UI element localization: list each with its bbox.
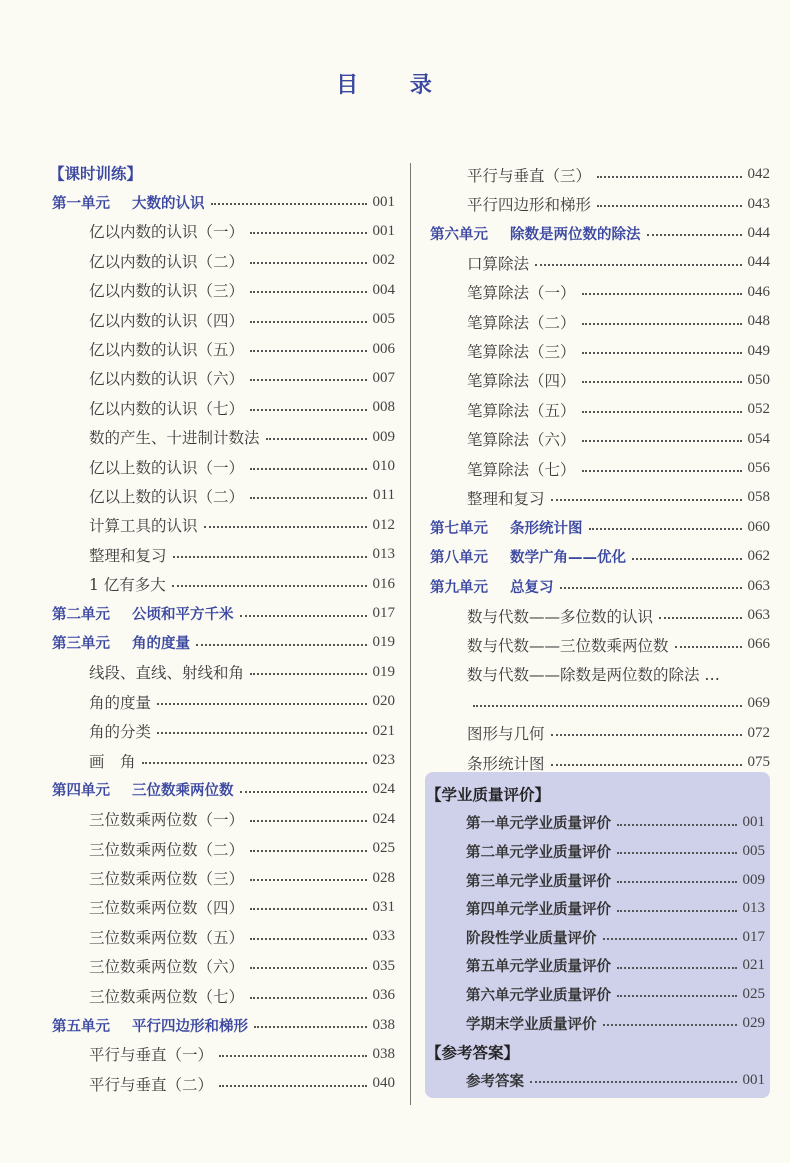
toc-entry-title: 【学业质量评价】 <box>426 786 551 805</box>
toc-entry[interactable] <box>52 805 395 834</box>
dot-leader <box>250 232 366 234</box>
toc-entry-title: 三位数乘两位数（四） <box>89 899 245 918</box>
toc-entry-title: 参考答案 <box>466 1073 524 1090</box>
toc-entry[interactable] <box>425 837 765 866</box>
dot-leader <box>250 262 366 264</box>
toc-entry[interactable] <box>425 923 765 952</box>
page-number: 016 <box>372 575 395 592</box>
toc-section-heading <box>425 1037 765 1066</box>
page-title: 目 录 <box>336 73 454 98</box>
page-number: 033 <box>372 928 395 945</box>
dot-leader <box>617 910 737 912</box>
toc-section-heading <box>425 780 765 809</box>
toc-entry[interactable] <box>430 689 770 718</box>
toc-entry-title <box>430 223 641 244</box>
toc-entry-title: 数与代数——三位数乘两位数 <box>467 636 669 655</box>
dot-leader <box>582 411 742 413</box>
dot-leader <box>582 470 742 472</box>
dot-leader <box>473 705 742 707</box>
toc-entry-title: 第四单元学业质量评价 <box>466 902 611 919</box>
dot-leader <box>675 646 742 648</box>
toc-entry-title: 亿以内数的认识（一） <box>89 223 245 242</box>
page-number: 058 <box>747 489 770 506</box>
toc-entry[interactable] <box>425 980 765 1009</box>
unit-title: 除数是两位数的除法 <box>510 226 641 243</box>
page-number: 044 <box>747 254 770 271</box>
page-number: 010 <box>372 458 395 475</box>
toc-entry[interactable] <box>430 366 770 395</box>
toc-unit-entry[interactable] <box>430 219 770 248</box>
toc-entry[interactable] <box>52 834 395 863</box>
toc-entry-title: 三位数乘两位数（三） <box>89 870 245 889</box>
unit-title: 大数的认识 <box>132 195 205 212</box>
toc-section-heading <box>49 158 395 187</box>
toc-entry-title: 整理和复习 <box>467 489 545 508</box>
dot-leader <box>603 1024 737 1026</box>
page-number: 063 <box>747 607 770 624</box>
page-number: 025 <box>742 985 765 1002</box>
toc-entry[interactable] <box>52 511 395 540</box>
dot-leader <box>582 293 742 295</box>
toc-entry[interactable] <box>425 809 765 838</box>
dot-leader <box>211 203 367 205</box>
toc-entry[interactable] <box>52 305 395 334</box>
toc-entry[interactable] <box>52 217 395 246</box>
toc-entry-title: 1 亿有多大 <box>89 576 166 595</box>
unit-title: 总复习 <box>510 579 554 596</box>
page-number: 029 <box>742 1014 765 1031</box>
page-number: 017 <box>742 928 765 945</box>
unit-number: 第七单元 <box>430 520 488 537</box>
toc-entry-title: 笔算除法（三） <box>467 343 576 362</box>
page-number: 066 <box>747 636 770 653</box>
toc-entry-title: 笔算除法（一） <box>467 284 576 303</box>
page-number: 021 <box>372 722 395 739</box>
toc-entry[interactable] <box>430 248 770 277</box>
dot-leader <box>240 615 367 617</box>
dot-leader <box>617 824 737 826</box>
toc-entry-title: 三位数乘两位数（七） <box>89 987 245 1006</box>
toc-entry[interactable] <box>430 160 770 189</box>
page-number: 062 <box>747 548 770 565</box>
toc-entry-title: 【参考答案】 <box>426 1043 520 1062</box>
toc-entry[interactable] <box>52 423 395 452</box>
toc-entry[interactable] <box>52 658 395 687</box>
toc-unit-entry[interactable] <box>52 187 395 216</box>
toc-entry[interactable] <box>52 393 395 422</box>
dot-leader <box>250 850 366 852</box>
dot-leader <box>582 352 742 354</box>
toc-entry-title: 三位数乘两位数（一） <box>89 811 245 830</box>
dot-leader <box>632 558 742 560</box>
page-number: 023 <box>372 752 395 768</box>
page-number: 002 <box>372 252 395 269</box>
page-number: 063 <box>747 577 770 594</box>
toc-entry-title: 笔算除法（五） <box>467 401 576 420</box>
dot-leader <box>157 703 366 705</box>
dot-leader <box>196 644 367 646</box>
dot-leader <box>582 381 742 383</box>
toc-entry[interactable] <box>52 922 395 951</box>
toc-entry-title: 第二单元学业质量评价 <box>466 844 611 861</box>
assessment-panel <box>425 772 770 1098</box>
toc-entry-title: 数与代数——多位数的认识 <box>467 607 654 626</box>
toc-entry[interactable] <box>430 660 770 689</box>
dot-leader <box>219 1055 366 1057</box>
page-number: 013 <box>372 546 395 563</box>
page-number: 031 <box>372 898 395 915</box>
page-number: 072 <box>747 724 770 741</box>
toc-entry-title: 线段、直线、射线和角 <box>89 664 245 683</box>
page-number: 005 <box>742 842 765 859</box>
toc-entry-title: 亿以内数的认识（六） <box>89 370 245 389</box>
dot-leader <box>250 379 366 381</box>
toc-entry[interactable] <box>52 246 395 275</box>
dot-leader <box>582 440 742 442</box>
dot-leader <box>250 497 367 499</box>
toc-entry-title: 整理和复习 <box>89 546 167 565</box>
dot-leader <box>172 585 367 587</box>
page-number: 009 <box>372 428 395 445</box>
toc-entry-title: 第五单元学业质量评价 <box>466 959 611 976</box>
page-number: 054 <box>747 430 770 447</box>
toc-entry-title: 角的分类 <box>89 723 152 742</box>
toc-entry[interactable] <box>52 276 395 305</box>
page-number: 001 <box>372 222 395 239</box>
dot-leader <box>560 587 742 589</box>
unit-number: 第二单元 <box>52 607 110 624</box>
page-number: 020 <box>372 693 395 710</box>
toc-entry[interactable] <box>425 894 765 923</box>
toc-entry[interactable] <box>52 863 395 892</box>
page-number: 001 <box>372 193 395 210</box>
toc-entry[interactable] <box>425 866 765 895</box>
page-number: 013 <box>742 900 765 917</box>
page-number: 036 <box>372 987 395 1004</box>
dot-leader <box>142 762 367 764</box>
dot-leader <box>204 526 367 528</box>
unit-number: 第六单元 <box>430 226 488 243</box>
dot-leader <box>535 264 741 266</box>
toc-entry-title: 亿以内数的认识（三） <box>89 282 245 301</box>
toc-entry-title: 亿以上数的认识（二） <box>89 487 245 506</box>
assessment-list <box>425 780 765 1095</box>
toc-entry-title <box>52 603 234 624</box>
toc-entry[interactable] <box>430 630 770 659</box>
toc-entry[interactable] <box>430 454 770 483</box>
dot-leader <box>617 967 737 969</box>
dot-leader <box>250 967 366 969</box>
toc-entry[interactable] <box>52 1069 395 1098</box>
dot-leader <box>250 291 366 293</box>
toc-entry-title <box>430 546 626 567</box>
dot-leader <box>597 176 741 178</box>
toc-entry-title: 角的度量 <box>89 693 152 712</box>
dot-leader <box>250 908 366 910</box>
toc-entry[interactable] <box>430 425 770 454</box>
unit-number: 第四单元 <box>52 783 110 800</box>
page-number: 025 <box>372 840 395 857</box>
unit-number: 第五单元 <box>52 1018 110 1035</box>
dot-leader <box>250 350 366 352</box>
toc-entry[interactable] <box>52 952 395 981</box>
toc-entry[interactable] <box>430 601 770 630</box>
unit-number: 第九单元 <box>430 579 488 596</box>
dot-leader <box>659 617 741 619</box>
toc-entry[interactable] <box>430 278 770 307</box>
toc-entry-title: 笔算除法（六） <box>467 431 576 450</box>
toc-entry[interactable] <box>52 746 395 775</box>
toc-entry-title <box>52 779 234 800</box>
toc-entry-title: 图形与几何 <box>467 725 545 744</box>
toc-unit-entry[interactable] <box>52 775 395 804</box>
page-number: 009 <box>742 871 765 888</box>
toc-unit-entry[interactable] <box>52 628 395 657</box>
unit-title: 三位数乘两位数 <box>132 783 234 800</box>
page-number: 042 <box>747 166 770 183</box>
toc-entry[interactable] <box>52 569 395 598</box>
toc-entry-title: 平行与垂直（二） <box>89 1075 214 1094</box>
page-number: 038 <box>372 1016 395 1033</box>
dot-leader <box>250 321 366 323</box>
page-number: 044 <box>747 224 770 241</box>
page-number: 052 <box>747 401 770 418</box>
dot-leader <box>617 852 737 854</box>
dot-leader <box>582 323 742 325</box>
toc-entry[interactable] <box>52 364 395 393</box>
toc-entry[interactable] <box>52 452 395 481</box>
toc-entry-title: 亿以内数的认识（七） <box>89 399 245 418</box>
toc-entry[interactable] <box>430 483 770 512</box>
page-number: 001 <box>742 1071 765 1088</box>
dot-leader <box>173 556 367 558</box>
toc-entry[interactable] <box>430 336 770 365</box>
toc-unit-entry[interactable] <box>430 571 770 600</box>
toc-entry-title: 画 角 <box>89 752 136 771</box>
toc-entry[interactable] <box>430 718 770 747</box>
unit-number: 第八单元 <box>430 550 488 567</box>
dot-leader <box>597 205 741 207</box>
toc-entry-title: 亿以内数的认识（四） <box>89 311 245 330</box>
dot-leader <box>250 409 366 411</box>
dot-leader <box>551 764 742 766</box>
page-number: 012 <box>372 516 395 533</box>
page-number: 046 <box>747 283 770 300</box>
page-number: 001 <box>742 814 765 831</box>
toc-entry[interactable] <box>52 1040 395 1069</box>
toc-entry[interactable] <box>52 687 395 716</box>
toc-entry-title: 笔算除法（四） <box>467 372 576 391</box>
toc-entry-title <box>52 1015 248 1036</box>
toc-unit-entry[interactable] <box>430 513 770 542</box>
page-number: 024 <box>372 810 395 827</box>
toc-entry[interactable] <box>425 1009 765 1038</box>
toc-entry-title <box>430 517 583 538</box>
column-divider <box>410 163 411 1105</box>
toc-entry[interactable] <box>430 395 770 424</box>
dot-leader <box>250 820 366 822</box>
page-number: 038 <box>372 1045 395 1062</box>
page-number: 048 <box>747 313 770 330</box>
page-number: 017 <box>372 605 395 622</box>
toc-entry-title <box>430 576 554 597</box>
unit-title: 数学广角——优化 <box>510 550 626 567</box>
dot-leader <box>219 1085 366 1087</box>
toc-unit-entry[interactable] <box>52 1010 395 1039</box>
toc-entry-title: 口算除法 <box>467 254 530 273</box>
dot-leader <box>254 1026 367 1028</box>
toc-entry-title: 第三单元学业质量评价 <box>466 873 611 890</box>
page-number: 024 <box>372 781 395 798</box>
unit-title: 角的度量 <box>132 636 190 653</box>
dot-leader <box>617 881 737 883</box>
toc-entry[interactable] <box>52 893 395 922</box>
page-number: 040 <box>372 1075 395 1092</box>
toc-entry-title: 三位数乘两位数（五） <box>89 928 245 947</box>
toc-entry[interactable] <box>52 716 395 745</box>
dot-leader <box>240 791 367 793</box>
toc-entry-title: 三位数乘两位数（二） <box>89 840 245 859</box>
dot-leader <box>157 732 366 734</box>
unit-number: 第三单元 <box>52 636 110 653</box>
dot-leader <box>551 499 742 501</box>
toc-entry[interactable] <box>52 981 395 1010</box>
page-number: 050 <box>747 371 770 388</box>
toc-entry-title: 数与代数——除数是两位数的除法 … <box>467 666 720 685</box>
toc-entry-title: 亿以内数的认识（五） <box>89 341 245 360</box>
toc-entry-title: 计算工具的认识 <box>89 517 198 536</box>
toc-entry-title: 平行与垂直（三） <box>467 166 592 185</box>
page-number: 019 <box>372 634 395 651</box>
toc-entry-title: 三位数乘两位数（六） <box>89 958 245 977</box>
toc-entry-title: 笔算除法（二） <box>467 313 576 332</box>
dot-leader <box>617 995 737 997</box>
page-number: 028 <box>372 869 395 886</box>
toc-entry[interactable] <box>52 481 395 510</box>
toc-left-column <box>49 158 395 1099</box>
page-number: 005 <box>372 311 395 328</box>
toc-entry-title: 数的产生、十进制计数法 <box>89 429 260 448</box>
page-number: 043 <box>747 195 770 212</box>
toc-entry[interactable] <box>52 334 395 363</box>
toc-entry-title: 平行与垂直（一） <box>89 1046 214 1065</box>
toc-entry[interactable] <box>425 952 765 981</box>
toc-entry-title: 第六单元学业质量评价 <box>466 987 611 1004</box>
toc-entry-title: 【课时训练】 <box>49 164 143 183</box>
unit-title: 平行四边形和梯形 <box>132 1018 248 1035</box>
dot-leader <box>589 528 742 530</box>
page-number: 060 <box>747 518 770 535</box>
dot-leader <box>551 734 742 736</box>
toc-entry-title: 学期末学业质量评价 <box>466 1016 597 1033</box>
page-number: 049 <box>747 342 770 359</box>
page-number: 021 <box>742 957 765 974</box>
dot-leader <box>250 468 366 470</box>
page-number: 007 <box>372 369 395 386</box>
toc-unit-entry[interactable] <box>430 542 770 571</box>
dot-leader <box>266 438 367 440</box>
page-number: 006 <box>372 340 395 357</box>
unit-title: 公顷和平方千米 <box>132 607 234 624</box>
dot-leader <box>250 938 366 940</box>
unit-title: 条形统计图 <box>510 520 583 537</box>
page-number: 069 <box>747 695 770 712</box>
toc-right-column <box>430 160 770 777</box>
toc-entry-title: 阶段性学业质量评价 <box>466 930 597 947</box>
toc-unit-entry[interactable] <box>52 599 395 628</box>
toc-entry[interactable] <box>52 540 395 569</box>
page-number: 004 <box>372 281 395 298</box>
page-number: 035 <box>372 957 395 974</box>
toc-entry-title: 亿以上数的认识（一） <box>89 458 245 477</box>
page-number: 075 <box>747 754 770 770</box>
toc-entry[interactable] <box>430 189 770 218</box>
toc-entry-title: 平行四边形和梯形 <box>467 196 592 215</box>
page-number: 008 <box>372 399 395 416</box>
dot-leader <box>530 1081 737 1083</box>
toc-entry-title: 条形统计图 <box>467 754 545 773</box>
toc-entry[interactable] <box>425 1066 765 1095</box>
page-number: 011 <box>373 487 395 504</box>
dot-leader <box>250 997 366 999</box>
dot-leader <box>250 673 366 675</box>
toc-entry[interactable] <box>430 307 770 336</box>
dot-leader <box>603 938 737 940</box>
dot-leader <box>647 234 742 236</box>
toc-entry-title <box>52 192 205 213</box>
toc-entry-title <box>52 632 190 653</box>
page-number: 056 <box>747 460 770 477</box>
page-number: 019 <box>372 663 395 680</box>
toc-entry-title: 第一单元学业质量评价 <box>466 816 611 833</box>
unit-number: 第一单元 <box>52 195 110 212</box>
toc-entry-title: 亿以内数的认识（二） <box>89 252 245 271</box>
toc-entry-title: 笔算除法（七） <box>467 460 576 479</box>
dot-leader <box>250 879 366 881</box>
